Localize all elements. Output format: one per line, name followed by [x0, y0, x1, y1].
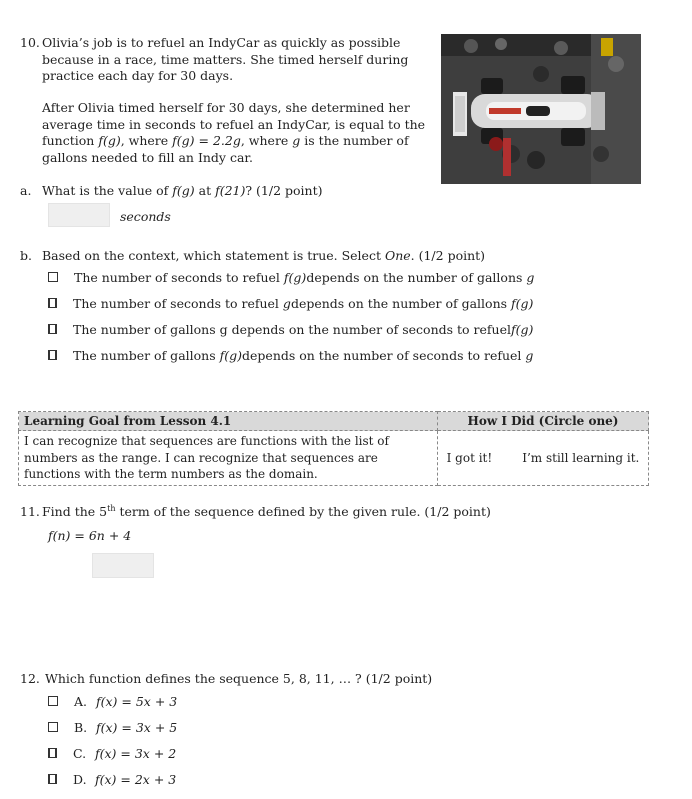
checkbox[interactable]: [48, 774, 57, 784]
checkbox[interactable]: [48, 722, 58, 732]
option-text: depends on the number of gallons: [306, 269, 523, 285]
option-letter: D.: [73, 771, 87, 787]
q11-number: 11.: [20, 504, 40, 519]
q10b-option-3[interactable]: [48, 320, 533, 338]
option-letter: C.: [73, 745, 87, 761]
q11-answer-field[interactable]: [92, 553, 154, 578]
q10a-question-text: What is the value of: [42, 183, 173, 198]
q11-question: [42, 504, 491, 519]
option-math: f(x) = 3x + 5: [96, 719, 178, 735]
q10-number: 10.: [20, 35, 40, 50]
q10a-question-text: at: [194, 183, 216, 198]
q11-question-text: Find the 5: [42, 504, 108, 520]
checkbox[interactable]: [48, 696, 58, 706]
q12-question: Which function defines the sequence 5, 8, 11, … ? (1/2 point): [45, 671, 433, 686]
learning-goal-header: Learning Goal from Lesson 4.1: [19, 412, 438, 431]
option-math: f(x) = 5x + 3: [96, 693, 178, 709]
option-text: The number of gallons g depends on the number of seconds to refuel: [73, 321, 511, 337]
q10a-question-math: f(21): [215, 183, 246, 198]
option-text: The number of seconds to refuel: [73, 295, 279, 311]
option-math: f(g): [283, 269, 307, 285]
q10-detail-math: f(g): [98, 133, 121, 148]
q10a-question-math: f(g): [172, 183, 195, 198]
option-math: g: [526, 269, 535, 285]
option-math: f(x) = 3x + 2: [95, 745, 177, 761]
q10b-option-2[interactable]: [48, 294, 533, 312]
q12-number: 12.: [20, 671, 40, 686]
q12-option-d[interactable]: [48, 770, 176, 788]
q12-option-a[interactable]: [48, 692, 177, 710]
q10b-question-text: . (1/2 point): [410, 248, 486, 263]
learning-goal-text: I can recognize that sequences are functions with the list of numbers as the range. I can recognize that sequences are functions with the term numbers as the domain.: [19, 431, 438, 486]
q12-option-c[interactable]: [48, 744, 176, 762]
q10-detail-text: is the number of gallons needed to fill an Indy car.: [42, 133, 409, 165]
q12-option-b[interactable]: [48, 718, 177, 736]
option-math: g: [525, 347, 534, 363]
option-text: depends on the number of gallons: [290, 295, 508, 311]
q10b-question-text: Based on the context, which statement is true. Select: [42, 248, 385, 263]
option-letter: B.: [74, 719, 88, 735]
checkbox[interactable]: [48, 350, 57, 360]
q10b-question: [42, 248, 485, 263]
q10-detail-math: f(g) = 2.2g: [172, 133, 241, 148]
q10a-question-text: ? (1/2 point): [245, 183, 323, 198]
q10b-option-4[interactable]: [48, 346, 533, 364]
how-i-did-header: How I Did (Circle one): [438, 412, 649, 431]
checkbox[interactable]: [48, 298, 57, 308]
q10b-option-1[interactable]: [48, 268, 534, 286]
choice-still-learning[interactable]: I’m still learning it.: [522, 450, 640, 465]
q10b-letter: b.: [20, 248, 32, 263]
choice-got-it[interactable]: I got it!: [446, 450, 493, 465]
learning-goal-table: [18, 411, 649, 486]
q10-detail-text: After Olivia timed herself for 30 days, she determined her average time in seconds to refuel an IndyCar, is equal to the function: [42, 100, 426, 148]
option-text: The number of seconds to refuel: [74, 269, 280, 285]
q11-question-text: term of the sequence defined by the given rule. (1/2 point): [115, 504, 491, 520]
q10-intro: Olivia’s job is to refuel an IndyCar as quickly as possible because in a race, time matters. She timed herself during practice each day for 30 days.: [42, 35, 409, 83]
q11-question-sup: th: [107, 504, 116, 513]
option-text: The number of gallons: [73, 347, 216, 363]
q11-rule: f(n) = 6n + 4: [48, 528, 132, 543]
option-math: g: [282, 295, 291, 311]
q10a-letter: a.: [20, 183, 32, 198]
indycar-pitstop-photo: [441, 34, 641, 184]
option-letter: A.: [74, 693, 88, 709]
q10-detail-text: , where: [120, 133, 173, 148]
option-math: f(g): [511, 295, 534, 311]
q10b-question-emphasis: One: [384, 248, 411, 263]
option-math: f(g): [219, 347, 243, 363]
checkbox[interactable]: [48, 272, 58, 282]
how-i-did-choices: [438, 431, 649, 486]
option-math: f(g): [510, 321, 534, 337]
q10a-question: [42, 183, 323, 198]
indycar-illustration: [441, 34, 641, 184]
option-math: f(x) = 2x + 3: [95, 771, 177, 787]
q10-detail-text: , where: [240, 133, 293, 148]
q10-detail: [42, 100, 432, 166]
option-text: depends on the number of seconds to refuel: [242, 347, 522, 363]
checkbox[interactable]: [48, 748, 57, 758]
q10a-units: seconds: [120, 209, 171, 224]
checkbox[interactable]: [48, 324, 57, 334]
q10a-answer-field[interactable]: [48, 203, 110, 227]
q10-detail-math: g: [292, 133, 301, 148]
